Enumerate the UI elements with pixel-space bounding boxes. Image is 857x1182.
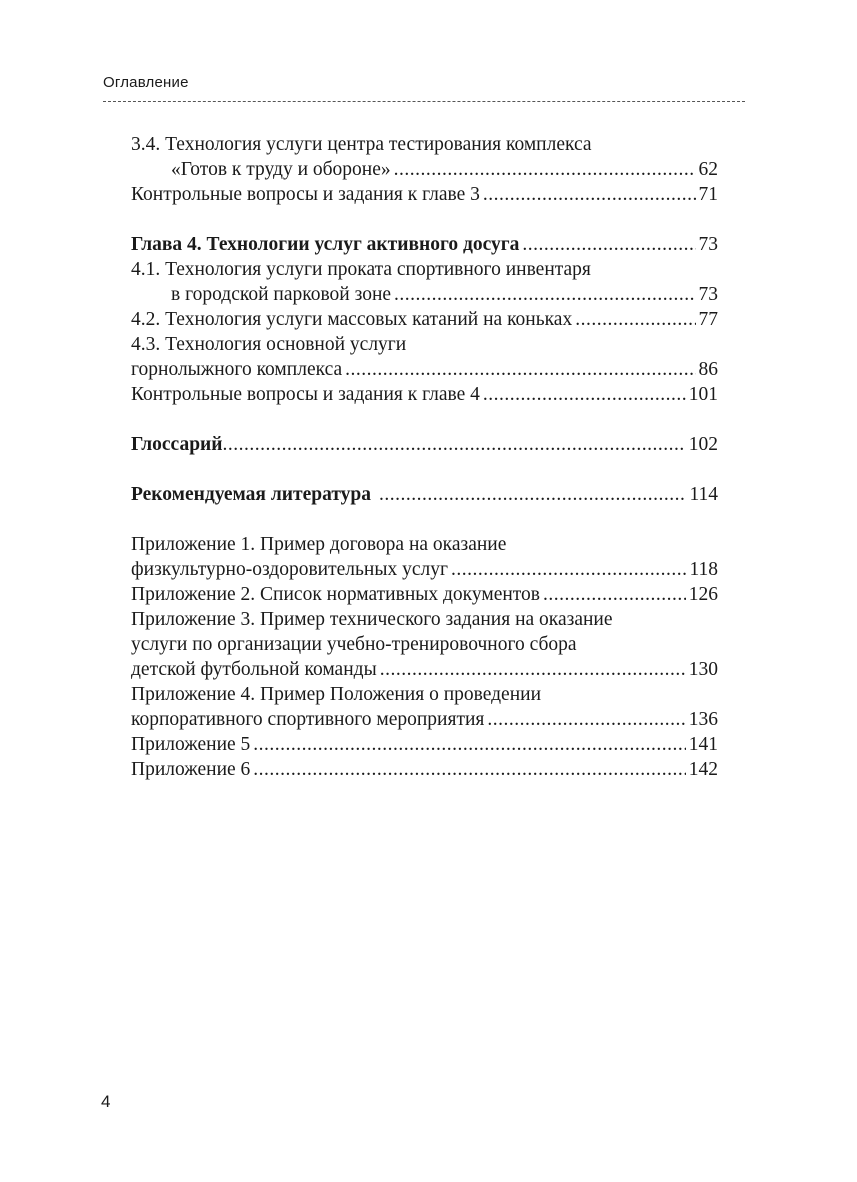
toc-entry-appendix-1[interactable] <box>131 532 718 582</box>
dot-leader <box>253 732 685 757</box>
toc-page-number: 126 <box>688 584 718 605</box>
toc-page-number: 73 <box>698 284 718 305</box>
section-gap <box>131 407 718 432</box>
toc-page-number: 86 <box>698 359 718 380</box>
toc-entry-text: 3.4. Технология услуги центра тестирования комплекса <box>131 134 592 155</box>
toc-entry-appendix-6[interactable] <box>131 757 718 782</box>
toc-entry-text: Приложение 3. Пример технического задания на оказание <box>131 609 613 630</box>
dot-leader <box>223 432 686 457</box>
toc-entry-4-2[interactable] <box>131 307 718 332</box>
dot-leader <box>522 232 695 257</box>
dot-leader <box>543 582 686 607</box>
toc-entry-3-4[interactable] <box>131 132 718 182</box>
toc-entry-text: «Готов к труду и обороне» <box>171 159 391 180</box>
toc-entry-text: Глоссарий <box>131 434 223 455</box>
toc-entry-questions-ch4[interactable] <box>131 382 718 407</box>
toc-page-number: 142 <box>688 759 718 780</box>
section-gap <box>131 207 718 232</box>
header-dashed-rule <box>103 101 745 102</box>
section-gap <box>131 457 718 482</box>
toc-entry-questions-ch3[interactable] <box>131 182 718 207</box>
toc-entry-text: Контрольные вопросы и задания к главе 4 <box>131 384 480 405</box>
toc-entry-text: Приложение 1. Пример договора на оказание <box>131 534 507 555</box>
toc-entry-chapter-4[interactable] <box>131 232 718 257</box>
section-gap <box>131 507 718 532</box>
toc-entry-4-1[interactable] <box>131 257 718 307</box>
page-number: 4 <box>101 1092 111 1111</box>
toc-entry-text: Приложение 5 <box>131 734 251 755</box>
toc-page-number: 77 <box>698 309 718 330</box>
toc-page-number: 118 <box>689 559 718 580</box>
toc-entry-text: корпоративного спортивного мероприятия <box>131 709 485 730</box>
dot-leader <box>487 707 685 732</box>
toc-entry-text: Контрольные вопросы и задания к главе 3 <box>131 184 480 205</box>
toc-page-number: 62 <box>698 159 718 180</box>
dot-leader <box>345 357 695 382</box>
toc-entry-appendix-4[interactable] <box>131 682 718 732</box>
toc-page-number: 130 <box>688 659 718 680</box>
toc-entry-text: 4.2. Технология услуги массовых катаний на коньках <box>131 309 573 330</box>
toc-page-number: 101 <box>688 384 718 405</box>
running-head-title: Оглавление <box>103 74 189 91</box>
dot-leader <box>380 657 686 682</box>
toc-page-number: 102 <box>688 434 718 455</box>
dot-leader <box>451 557 687 582</box>
toc-page-number: 141 <box>688 734 718 755</box>
toc-entry-appendix-2[interactable] <box>131 582 718 607</box>
toc-entry-text: Приложение 4. Пример Положения о проведении <box>131 684 542 705</box>
toc-entry-text: 4.3. Технология основной услуги <box>131 334 407 355</box>
toc-entry-text: горнолыжного комплекса <box>131 359 343 380</box>
toc-entry-appendix-3[interactable] <box>131 607 718 682</box>
toc-entry-text: 4.1. Технология услуги проката спортивного инвентаря <box>131 259 591 280</box>
toc-page-number: 136 <box>688 709 718 730</box>
table-of-contents <box>131 132 718 782</box>
dot-leader <box>379 482 686 507</box>
toc-entry-appendix-5[interactable] <box>131 732 718 757</box>
toc-page-number: 114 <box>689 484 718 505</box>
toc-entry-text: Глава 4. Технологии услуг активного досуга <box>131 234 520 255</box>
toc-page-number: 71 <box>698 184 718 205</box>
toc-entry-glossary[interactable] <box>131 432 718 457</box>
toc-entry-text: Приложение 2. Список нормативных документов <box>131 584 541 605</box>
toc-entry-text: услуги по организации учебно-тренировочного сбора <box>131 634 577 655</box>
toc-entry-text: детской футбольной команды <box>131 659 377 680</box>
toc-entry-text: Рекомендуемая литература <box>131 484 371 505</box>
toc-entry-text: в городской парковой зоне <box>171 284 392 305</box>
toc-entry-text: физкультурно-оздоровительных услуг <box>131 559 448 580</box>
dot-leader <box>394 282 695 307</box>
dot-leader <box>575 307 695 332</box>
dot-leader <box>483 382 686 407</box>
dot-leader <box>253 757 685 782</box>
dot-leader <box>394 157 696 182</box>
toc-entry-4-3[interactable] <box>131 332 718 382</box>
dot-leader <box>483 182 696 207</box>
toc-page-number: 73 <box>698 234 718 255</box>
toc-entry-references[interactable] <box>131 482 718 507</box>
toc-entry-text: Приложение 6 <box>131 759 251 780</box>
